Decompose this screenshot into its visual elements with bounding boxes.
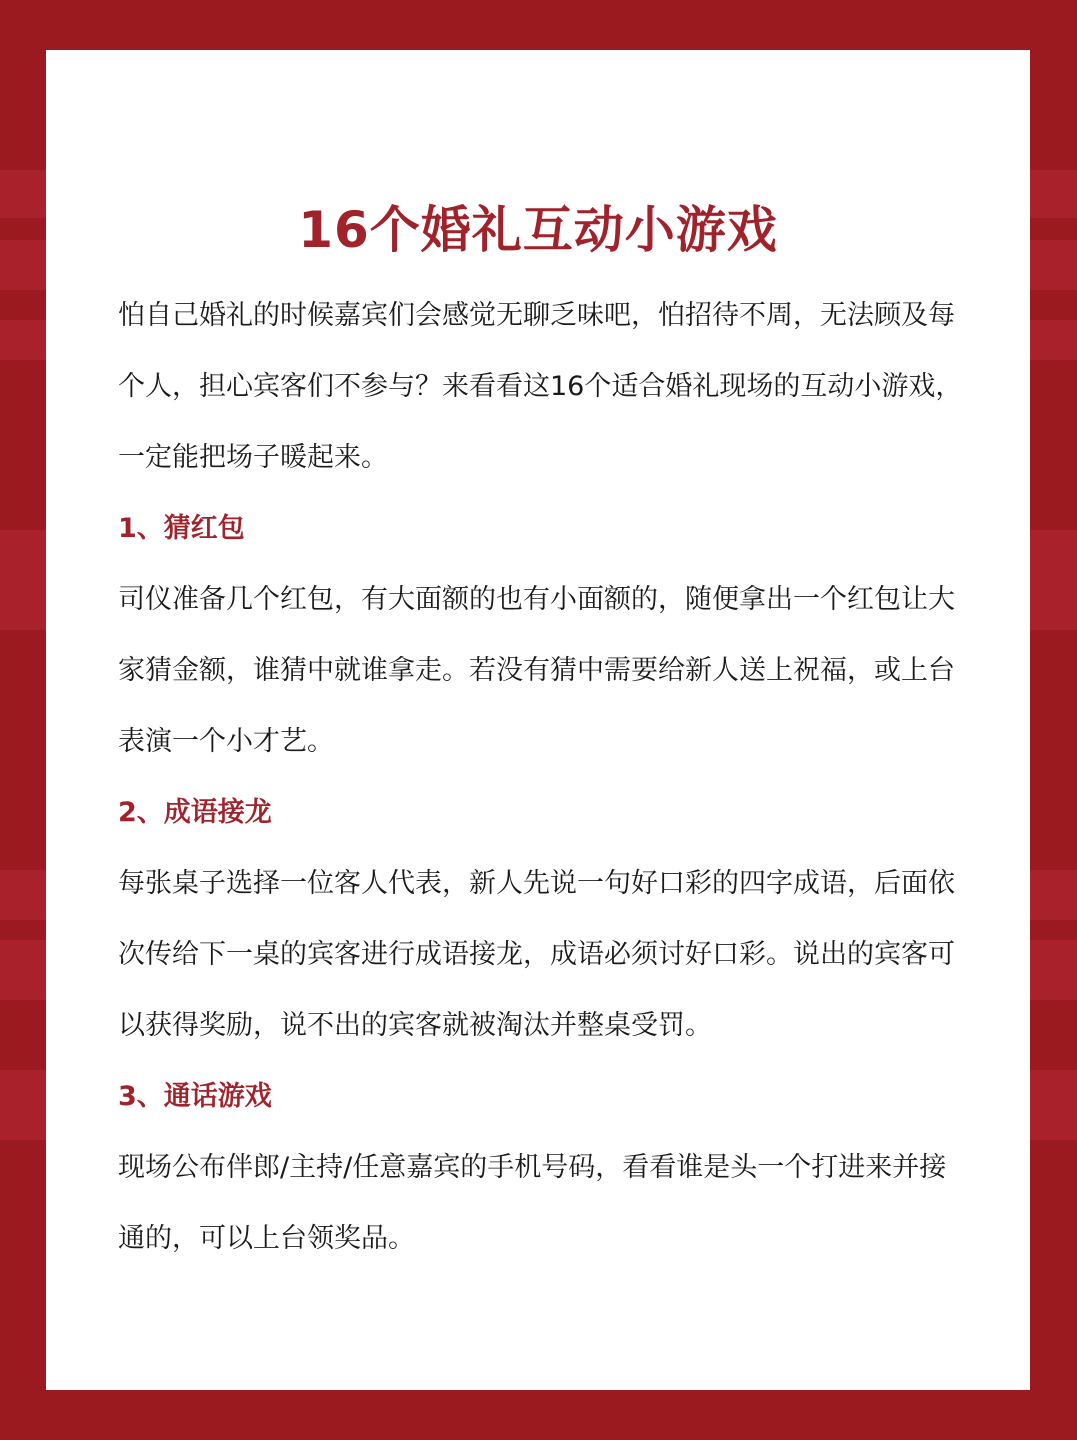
- page-title: 16个婚礼互动小游戏: [298, 201, 778, 259]
- article-card: [46, 50, 1030, 1390]
- section-heading-2: 2、成语接龙: [118, 797, 272, 828]
- article-body: [118, 280, 968, 1274]
- section-heading-1: 1、猜红包: [118, 513, 245, 544]
- section-body-1: 司仪准备几个红包，有大面额的也有小面额的，随便拿出一个红包让大家猜金额，谁猜中就谁拿走。若没有猜中需要给新人送上祝福，或上台表演一个小才艺。: [118, 584, 955, 757]
- section-body-2: 每张桌子选择一位客人代表，新人先说一句好口彩的四字成语，后面依次传给下一桌的宾客进行成语接龙，成语必须讨好口彩。说出的宾客可以获得奖励，说不出的宾客就被淘汰并整桌受罚。: [118, 868, 955, 1041]
- section-body-3: 现场公布伴郎/主持/任意嘉宾的手机号码，看看谁是头一个打进来并接通的，可以上台领奖品。: [118, 1152, 947, 1254]
- section-heading-3: 3、通话游戏: [118, 1081, 272, 1112]
- intro-paragraph: 怕自己婚礼的时候嘉宾们会感觉无聊乏味吧，怕招待不周，无法顾及每个人，担心宾客们不参与？来看看这16个适合婚礼现场的互动小游戏，一定能把场子暖起来。: [118, 300, 963, 473]
